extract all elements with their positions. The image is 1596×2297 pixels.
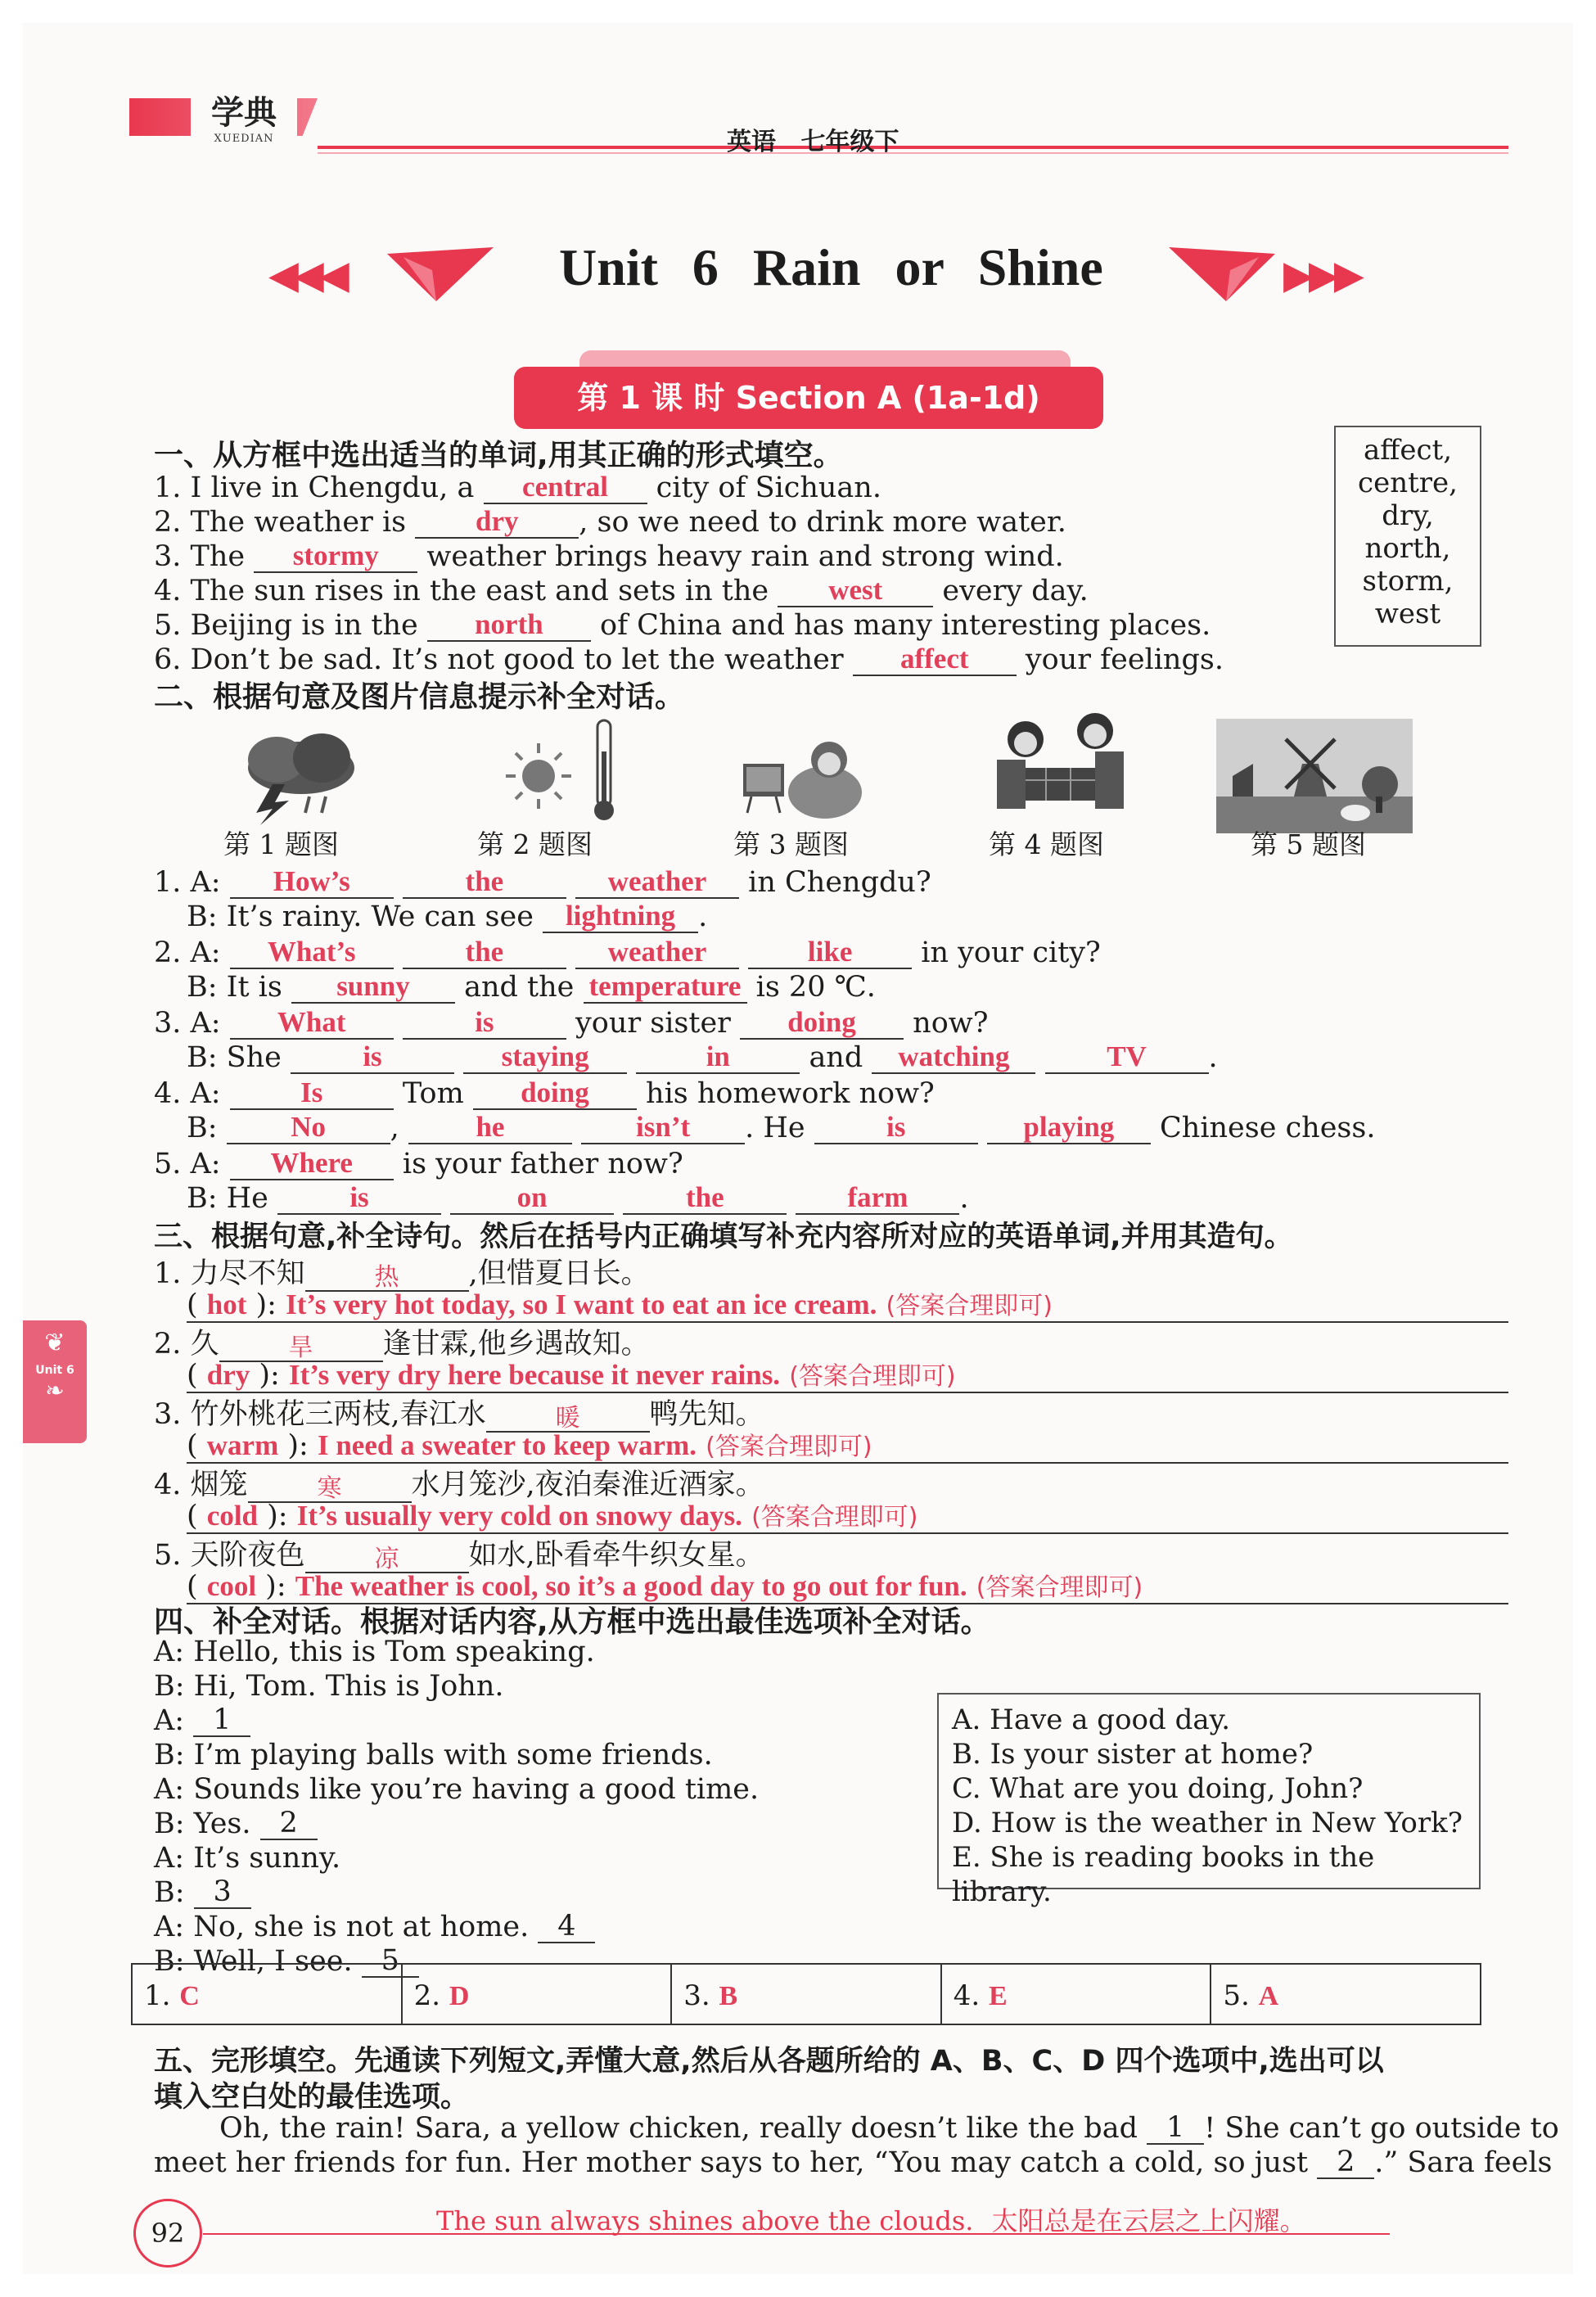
options-box <box>937 1693 1481 1908</box>
passage-line <box>219 2112 1559 2145</box>
q-text: B: It’s rainy. We can see <box>187 900 534 933</box>
part3-items <box>154 1251 1508 1603</box>
example-sentence: It’s very hot today, so I want to eat an ice cream. <box>286 1288 877 1320</box>
poem-blank: 寒 <box>248 1476 412 1504</box>
sentence-line: ( dry ): It’s very dry here because it never rains. (答案合理即可) <box>187 1356 1508 1393</box>
answer-num: 5. <box>1223 1979 1250 2012</box>
dialogue-text: A: No, she is not at home. <box>154 1911 530 1943</box>
q-text: . He <box>745 1112 805 1144</box>
answer-cell <box>133 1965 403 2024</box>
answer-blank: the <box>623 1183 787 1215</box>
q-text: B: She <box>187 1041 282 1074</box>
dialogue-text: B: Well, I see. <box>154 1945 353 1978</box>
footer-motto <box>436 2200 1306 2238</box>
sentence-line: ( hot ): It’s very hot today, so I want to eat an ice cream. (答案合理即可) <box>187 1285 1508 1323</box>
passage-text: meet her friends for fun. Her mother says to her, “You may catch a cold, so just <box>154 2146 1309 2179</box>
q1-line-a <box>154 866 931 899</box>
q-text: is 20 ℃. <box>755 971 876 1004</box>
q-text: and the <box>464 971 575 1004</box>
answer-letter: D <box>449 1981 470 2011</box>
dialogue-blank: 4 <box>538 1911 595 1943</box>
q4-line-b <box>187 1112 1375 1144</box>
dialogue-line <box>154 1842 340 1875</box>
option-item: E. She is reading books in the library. <box>952 1841 1375 1908</box>
poem-text: 3. 竹外桃花三两枝,春江水 <box>154 1398 486 1431</box>
dialogue-text: A: It’s sunny. <box>154 1842 341 1875</box>
paper-plane-right-icon <box>1169 246 1275 303</box>
q-label: 3. A: <box>154 1007 221 1040</box>
answer-table <box>131 1963 1481 2025</box>
poem-text: 4. 烟笼 <box>154 1469 248 1501</box>
poem-blank: 热 <box>305 1265 469 1293</box>
answer-blank: sunny <box>291 972 455 1004</box>
part1-items <box>154 472 1332 684</box>
poem-text: 水月笼沙,夜泊秦淮近酒家。 <box>411 1469 764 1501</box>
cloze-blank: 1 <box>1147 2113 1204 2145</box>
q4-line-a <box>154 1077 935 1110</box>
answer-letter: B <box>719 1981 738 2011</box>
english-word: cold <box>206 1500 259 1532</box>
answer-num: 1. <box>144 1979 171 2012</box>
passage-text: Oh, the rain! Sara, a yellow chicken, really doesn’t like the bad <box>219 2112 1138 2145</box>
q-text: . <box>959 1182 969 1215</box>
answer-blank: the <box>403 867 566 899</box>
passage-line <box>154 2146 1553 2179</box>
answer-num: 2. <box>413 1979 441 2012</box>
example-sentence: It’s usually very cold on snowy days. <box>296 1500 742 1532</box>
answer-blank: lightning <box>543 901 698 933</box>
dialogue-line <box>154 1670 504 1703</box>
q-text: and <box>809 1041 863 1074</box>
wing-icon: ❦ <box>44 1329 65 1357</box>
dialogue-blank: 5 <box>362 1946 419 1978</box>
word-box-item: north, <box>1364 532 1451 565</box>
option-item: A. Have a good day. <box>952 1704 1231 1736</box>
poem-text: 1. 力尽不知 <box>154 1257 305 1290</box>
sun-thermometer-icon <box>489 719 637 825</box>
part1-item <box>154 575 1089 607</box>
answer-cell <box>942 1965 1212 2024</box>
answer-letter: A <box>1258 1981 1279 2011</box>
answer-blank: doing <box>740 1008 904 1040</box>
item-text: city of Sichuan. <box>656 472 881 504</box>
english-word: warm <box>206 1429 279 1461</box>
answer-blank: temperature <box>584 972 747 1004</box>
dialogue-line <box>154 1876 251 1909</box>
q-text: Chinese chess. <box>1160 1112 1376 1144</box>
answer-cell <box>672 1965 942 2024</box>
example-sentence: I need a sweater to keep warm. <box>317 1429 697 1461</box>
answer-blank: TV <box>1045 1042 1209 1074</box>
dialogue-text: A: Hello, this is Tom speaking. <box>154 1636 595 1668</box>
part2-dialogues <box>154 866 1504 1218</box>
header-rule <box>318 146 1508 149</box>
picture-caption: 第 1 题图 <box>223 828 339 860</box>
answer-blank: west <box>778 575 933 607</box>
answer-blank: isn’t <box>581 1112 745 1144</box>
answer-blank: in <box>636 1042 800 1074</box>
answer-blank: dry <box>415 507 579 539</box>
picture-caption: 第 5 题图 <box>1251 828 1366 860</box>
answer-cell <box>403 1965 673 2024</box>
poem-text: 5. 天阶夜色 <box>154 1539 305 1572</box>
farm-windmill-icon <box>1216 719 1413 833</box>
answer-blank: weather <box>575 867 739 899</box>
answer-blank: central <box>484 472 647 504</box>
q-label: 1. A: <box>154 866 221 899</box>
item-text: 3. The <box>154 540 246 573</box>
q5-line-a <box>154 1148 683 1180</box>
dialogue-text: B: I’m playing balls with some friends. <box>154 1739 713 1771</box>
kids-playing-chess-icon <box>989 711 1128 825</box>
sentence-line: ( warm ): I need a sweater to keep warm. (答案合理即可) <box>187 1426 1508 1464</box>
picture-caption: 第 2 题图 <box>477 828 593 860</box>
english-word: hot <box>206 1288 247 1320</box>
dialogue-blank: 3 <box>194 1877 251 1909</box>
answer-blank: is <box>814 1112 978 1144</box>
q-text: in Chengdu? <box>748 866 931 899</box>
lesson-badge-label: 第 1 课 时 Section A (1a-1d) <box>577 380 1040 416</box>
word-box-item: storm, <box>1362 565 1454 598</box>
part5-heading-cont: 填入空白处的最佳选项。 <box>154 2081 470 2114</box>
picture-caption: 第 3 题图 <box>733 828 849 860</box>
answer-blank: doing <box>473 1078 637 1110</box>
answer-blank: staying <box>463 1042 627 1074</box>
q-text: in your city? <box>921 936 1101 969</box>
q-label: 4. A: <box>154 1077 221 1110</box>
q-text: B: <box>187 1112 218 1144</box>
word-box-item: centre, <box>1358 467 1458 499</box>
dialogue-line <box>154 1636 595 1668</box>
dialogue-blank: 2 <box>260 1808 318 1840</box>
dialogue-text: A: <box>154 1704 185 1737</box>
dialogue-line <box>154 1739 713 1771</box>
q-text: your sister <box>575 1007 731 1040</box>
english-word: dry <box>206 1359 250 1391</box>
poem-text: 逢甘霖,他乡遇故知。 <box>382 1328 650 1361</box>
dialogue-line <box>154 1911 595 1943</box>
answer-blank: he <box>408 1112 572 1144</box>
answer-blank: on <box>450 1183 614 1215</box>
q-text: , <box>390 1112 399 1144</box>
title-right-arrows: ▶▶▶ <box>1283 252 1359 298</box>
answer-letter: C <box>179 1981 200 2011</box>
answer-blank: watching <box>872 1042 1035 1074</box>
q3-line-b <box>187 1041 1218 1074</box>
answer-note: (答案合理即可) <box>789 1362 956 1391</box>
q2-line-b <box>187 971 876 1004</box>
q5-line-b <box>187 1182 969 1215</box>
side-tab-label: Unit 6 <box>35 1364 74 1377</box>
part1-heading: 一、从方框中选出适当的单词,用其正确的形式填空。 <box>154 439 843 472</box>
word-box-item: west <box>1374 598 1441 630</box>
poem-blank: 暖 <box>486 1406 650 1433</box>
cloze-passage <box>154 2111 1559 2186</box>
item-text: 5. Beijing is in the <box>154 609 418 642</box>
header-rule-thin <box>318 152 1508 154</box>
poem-blank: 凉 <box>305 1546 469 1574</box>
answer-note: (答案合理即可) <box>706 1433 872 1461</box>
item-text: every day. <box>942 575 1089 607</box>
q2-line-a <box>154 936 1101 969</box>
cloze-blank: 2 <box>1317 2147 1374 2179</box>
answer-blank: playing <box>987 1112 1151 1144</box>
answer-note: (答案合理即可) <box>976 1573 1143 1602</box>
q3-line-a <box>154 1007 989 1040</box>
answer-blank: farm <box>796 1183 959 1215</box>
title-left-arrows: ◀◀◀ <box>268 252 345 298</box>
poem-text: 2. 久 <box>154 1328 219 1361</box>
poem-text: 如水,卧看牵牛织女星。 <box>468 1539 764 1572</box>
part1-item <box>154 472 881 504</box>
header-subject: 英语 七年级下 <box>727 128 899 156</box>
swirl-icon: ❧ <box>45 1377 65 1404</box>
q-text: now? <box>913 1007 989 1040</box>
item-text: 2. The weather is <box>154 506 407 539</box>
item-text: , so we need to drink more water. <box>579 506 1066 539</box>
passage-text: ! She can’t go outside to <box>1204 2112 1559 2145</box>
passage-text: .” Sara feels <box>1374 2146 1553 2179</box>
workbook-page <box>23 23 1573 2274</box>
answer-note: (答案合理即可) <box>886 1292 1053 1320</box>
item-text: weather brings heavy rain and strong wind. <box>426 540 1064 573</box>
dialogue-text: B: Hi, Tom. This is John. <box>154 1670 504 1703</box>
answer-num: 3. <box>683 1979 710 2012</box>
dialogue-text: B: Yes. <box>154 1807 251 1840</box>
answer-blank: stormy <box>254 541 417 573</box>
side-unit-tab <box>23 1320 87 1443</box>
motto-en: The sun always shines above the clouds. <box>436 2205 974 2236</box>
lesson-badge <box>514 367 1103 429</box>
answer-blank: Is <box>230 1078 394 1110</box>
q-text: B: It is <box>187 971 282 1004</box>
answer-blank: north <box>427 610 591 642</box>
part2-heading: 二、根据句意及图片信息提示补全对话。 <box>154 680 685 714</box>
part1-item <box>154 506 1066 539</box>
poem-text: 鸭先知。 <box>649 1398 764 1431</box>
answer-blank: is <box>291 1042 454 1074</box>
q-text: . <box>698 900 708 933</box>
word-box <box>1334 426 1481 647</box>
page-number: 92 <box>151 2218 185 2249</box>
part1-item <box>154 540 1064 573</box>
q-text: is your father now? <box>402 1148 683 1180</box>
item-text: 4. The sun rises in the east and sets in the <box>154 575 769 607</box>
part4-dialogue <box>154 1636 972 1988</box>
sentence-line: ( cold ): It’s usually very cold on snowy days. (答案合理即可) <box>187 1496 1508 1534</box>
example-sentence: It’s very dry here because it never rains. <box>288 1359 781 1391</box>
item-text: your feelings. <box>1025 643 1224 676</box>
storm-cloud-lightning-icon <box>228 727 367 825</box>
picture-caption: 第 4 题图 <box>989 828 1104 860</box>
answer-blank: the <box>403 937 566 969</box>
part5-heading: 五、完形填空。先通读下列短文,弄懂大意,然后从各题所给的 A、B、C、D 四个选项中,选出可以 <box>154 2045 1384 2078</box>
poem-blank: 旱 <box>219 1335 383 1363</box>
q-label: 2. A: <box>154 936 221 969</box>
part1-item <box>154 609 1211 642</box>
q-text: Tom <box>402 1077 464 1110</box>
page-number-badge <box>133 2199 202 2268</box>
dialogue-blank: 1 <box>193 1705 250 1737</box>
q-text: . <box>1208 1041 1218 1074</box>
answer-blank: What <box>230 1008 394 1040</box>
part4-heading: 四、补全对话。根据对话内容,从方框中选出最佳选项补全对话。 <box>154 1605 990 1639</box>
brand-sub: XUEDIAN <box>214 133 274 145</box>
brand-name: 学典 <box>211 93 277 132</box>
part3-heading: 三、根据句意,补全诗句。然后在括号内正确填写补充内容所对应的英语单词,并用其造句。 <box>154 1221 1293 1253</box>
girl-watching-tv-icon <box>735 727 874 825</box>
answer-blank: weather <box>575 937 739 969</box>
q-text: B: He <box>187 1182 268 1215</box>
option-item: B. Is your sister at home? <box>952 1738 1314 1771</box>
part1-item <box>154 643 1224 676</box>
word-box-item: dry, <box>1382 499 1434 532</box>
item-text: 6. Don’t be sad. It’s not good to let the weather <box>154 643 844 676</box>
english-word: cool <box>206 1570 257 1602</box>
brand-logo <box>191 93 297 167</box>
sentence-line: ( cool ): The weather is cool, so it’s a good day to go out for fun. (答案合理即可) <box>187 1567 1508 1604</box>
answer-blank: like <box>748 937 912 969</box>
answer-letter: E <box>989 1981 1008 2011</box>
item-text: 1. I live in Chengdu, a <box>154 472 475 504</box>
answer-blank: is <box>277 1183 441 1215</box>
unit-title: Unit 6 Rain or Shine <box>559 238 1103 296</box>
dialogue-line <box>154 1704 250 1737</box>
motto-cn: 太阳总是在云层之上闪耀。 <box>991 2205 1306 2236</box>
answer-blank: How’s <box>230 867 394 899</box>
answer-cell <box>1211 1965 1480 2024</box>
dialogue-text: B: <box>154 1876 185 1909</box>
answer-note: (答案合理即可) <box>751 1503 918 1532</box>
answer-blank: No <box>227 1112 390 1144</box>
dialogue-text: A: Sounds like you’re having a good time. <box>154 1773 760 1806</box>
q-text: his homework now? <box>646 1077 935 1110</box>
example-sentence: The weather is cool, so it’s a good day to go out for fun. <box>295 1570 967 1602</box>
answer-blank: Where <box>230 1148 394 1180</box>
option-item: D. How is the weather in New York? <box>952 1807 1463 1839</box>
dialogue-line <box>154 1773 759 1806</box>
item-text: of China and has many interesting places. <box>600 609 1211 642</box>
q-label: 5. A: <box>154 1148 221 1180</box>
paper-plane-left-icon <box>387 246 494 303</box>
dialogue-line <box>154 1807 318 1840</box>
answer-blank: is <box>403 1008 566 1040</box>
answer-blank: What’s <box>230 937 394 969</box>
answer-num: 4. <box>953 1979 981 2012</box>
poem-text: ,但惜夏日长。 <box>468 1257 650 1290</box>
answer-blank: affect <box>853 644 1017 676</box>
option-item: C. What are you doing, John? <box>952 1772 1364 1805</box>
word-box-item: affect, <box>1363 434 1453 467</box>
q1-line-b <box>187 900 707 933</box>
